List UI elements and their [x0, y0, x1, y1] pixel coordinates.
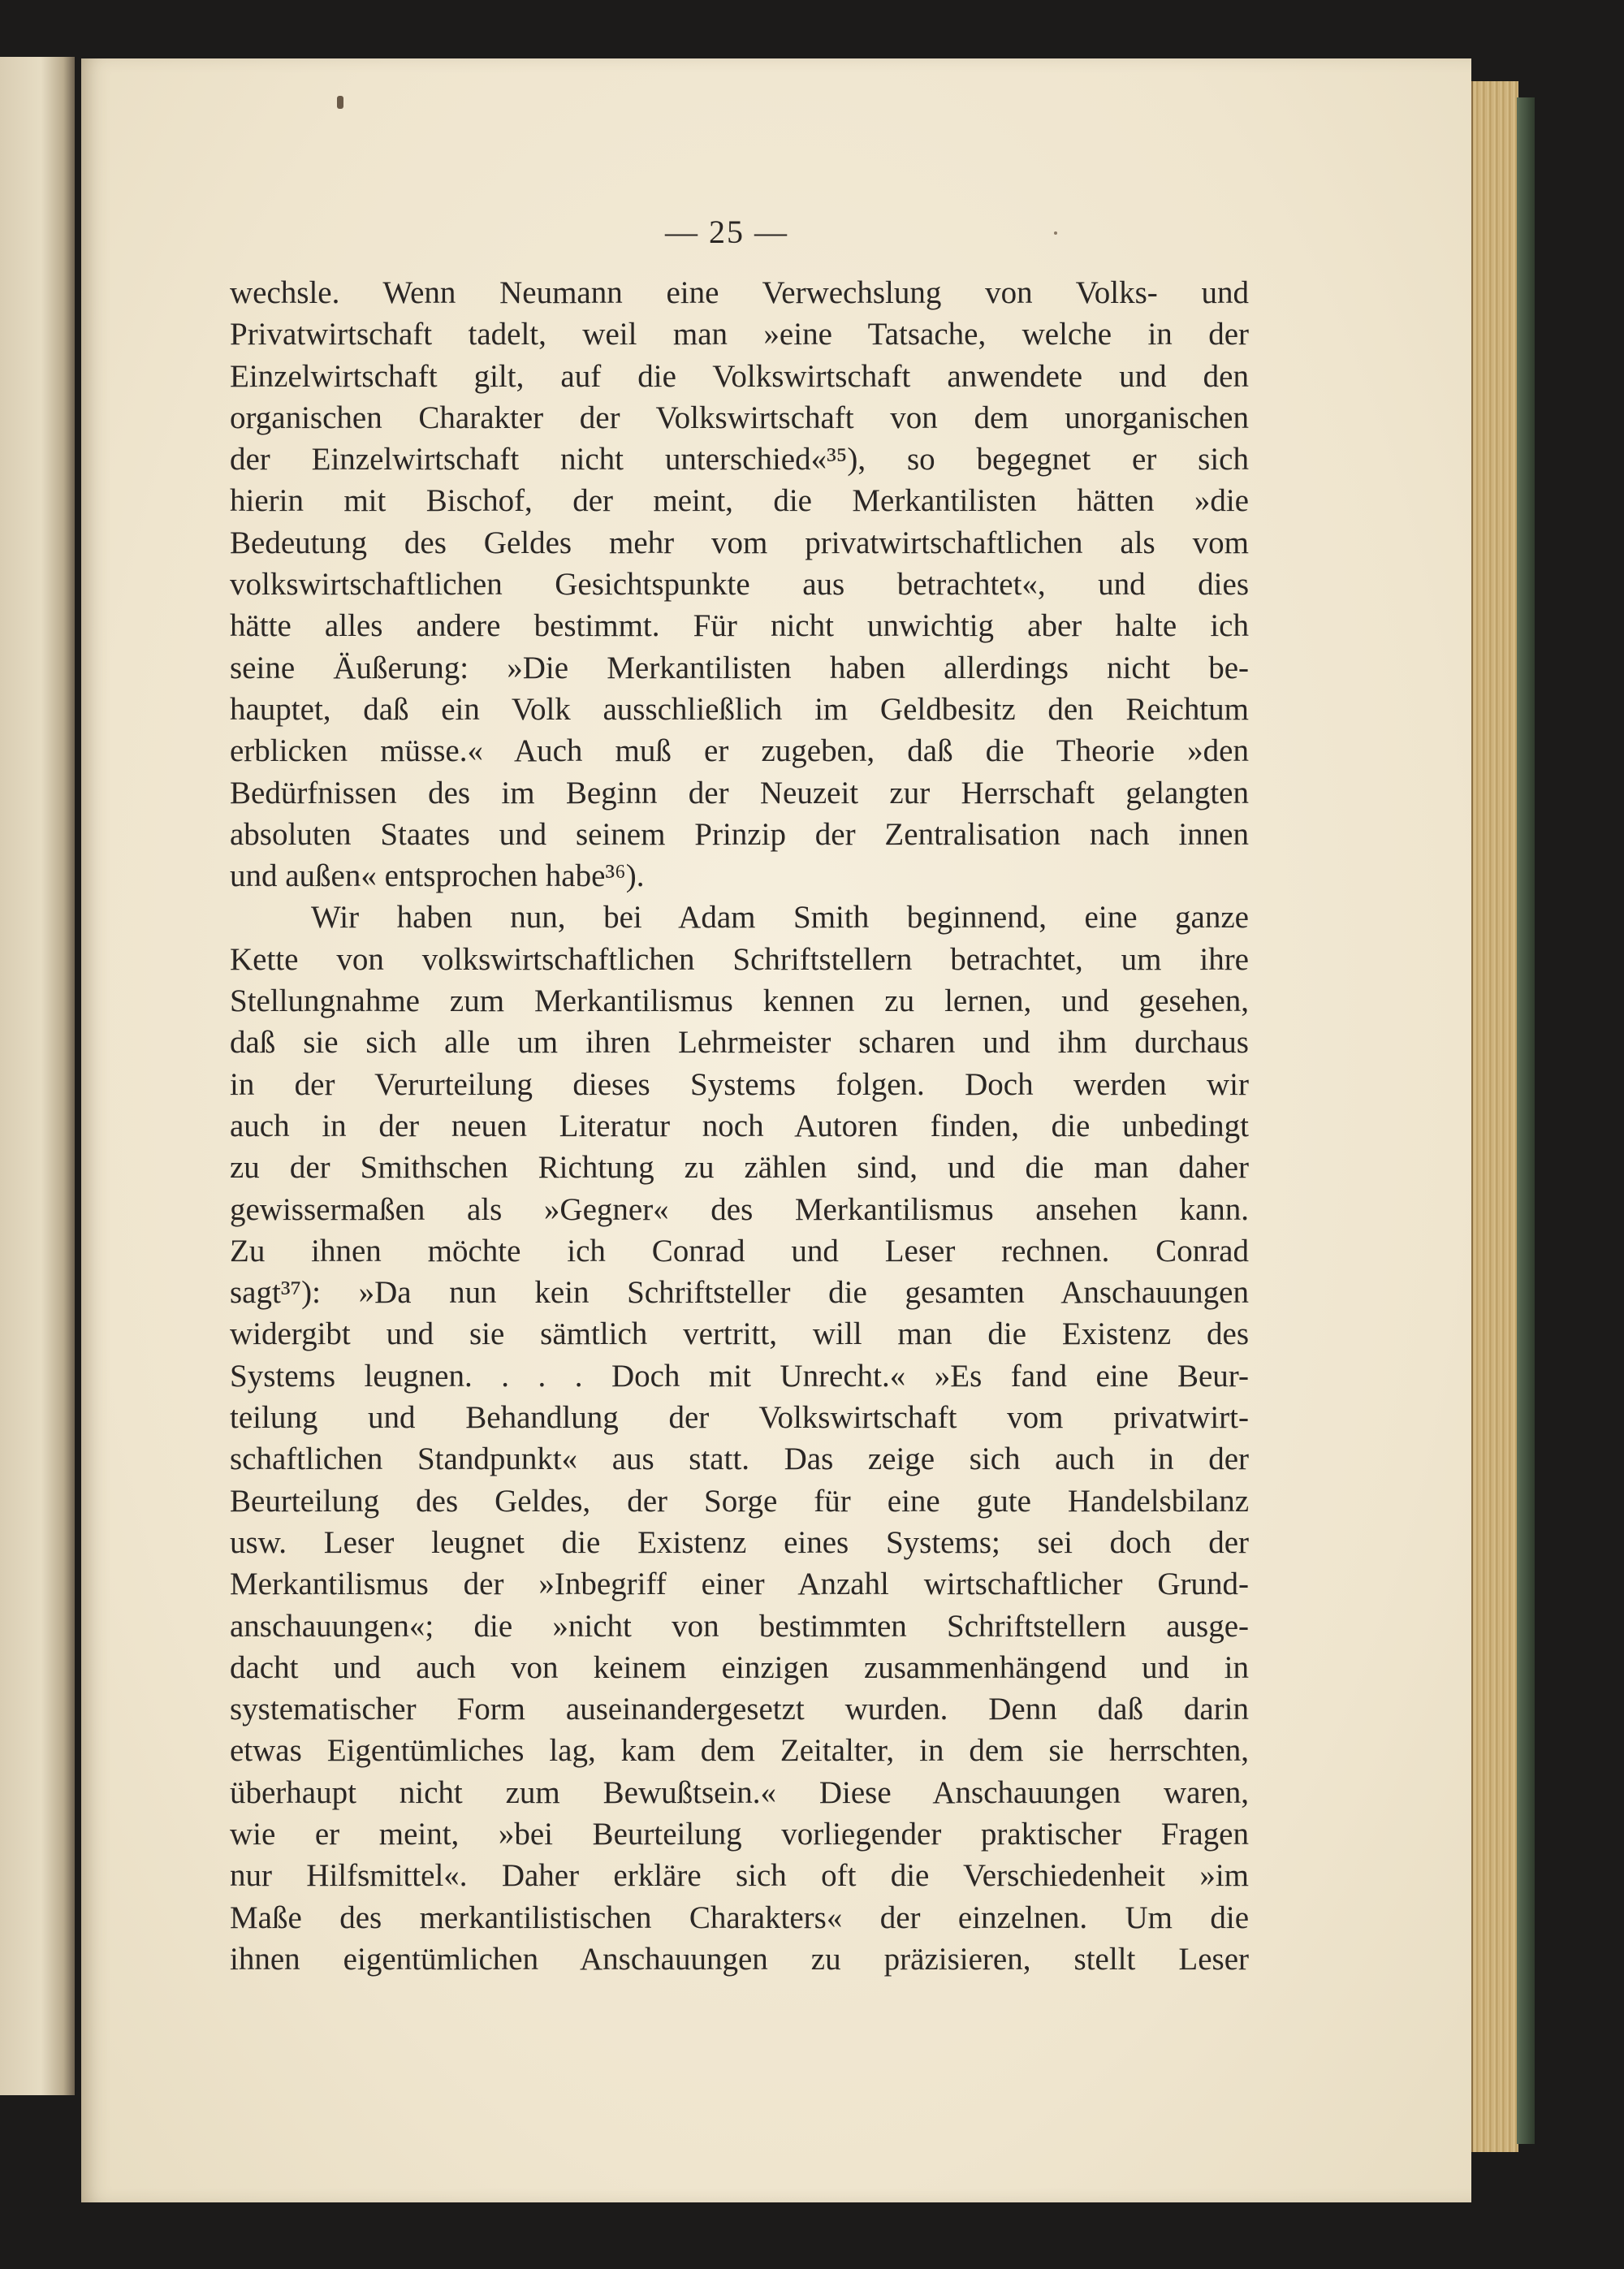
paragraph-start-line: Wir haben nun, bei Adam Smith beginnend, eine ganze	[311, 900, 1249, 936]
left-page-edge	[0, 57, 75, 2095]
text-line: volkswirtschaftlichen Gesichtspunkte aus betrachtet«, und dies	[230, 567, 1249, 603]
text-line: auch in der neuen Literatur noch Autoren finden, die unbedingt	[230, 1108, 1249, 1143]
text-line: Zu ihnen möchte ich Conrad und Leser rechnen. Conrad	[230, 1233, 1249, 1268]
text-line: hätte alles andere bestimmt. Für nicht unwichtig aber halte ich	[230, 608, 1249, 644]
text-line: wie er meint, »bei Beurteilung vorliegender praktischer Fragen	[230, 1816, 1249, 1852]
text-line: Merkantilismus der »Inbegriff einer Anzahl wirtschaftlicher Grund-	[230, 1567, 1249, 1602]
text-line: hierin mit Bischof, der meint, die Merkantilisten hätten »die	[230, 483, 1249, 519]
ink-mark	[337, 96, 343, 109]
text-line: Maße des merkantilistischen Charakters« der einzelnen. Um die	[230, 1899, 1249, 1935]
text-line: Beurteilung des Geldes, der Sorge für eine gute Handelsbilanz	[230, 1483, 1249, 1519]
text-line: gewissermaßen als »Gegner« des Merkantilismus ansehen kann.	[230, 1191, 1249, 1227]
text-line: nur Hilfsmittel«. Daher erkläre sich oft die Verschiedenheit »im	[230, 1858, 1249, 1894]
text-line: daß sie sich alle um ihren Lehrmeister scharen und ihm durchaus	[230, 1025, 1249, 1061]
text-line: sagt³⁷): »Da nun kein Schriftsteller die gesamten Anschauungen	[230, 1275, 1249, 1311]
text-line: Bedeutung des Geldes mehr vom privatwirtschaftlichen als vom	[230, 525, 1249, 560]
text-line: erblicken müsse.« Auch muß er zugeben, daß die Theorie »den	[230, 733, 1249, 769]
text-line: der Einzelwirtschaft nicht unterschied«³⁵), so begegnet er sich	[230, 442, 1249, 478]
paragraph-end-line: und außen« entsprochen habe³⁶).	[230, 858, 645, 894]
page-fore-edge	[1471, 81, 1518, 2152]
book-cover-edge	[1517, 97, 1535, 2144]
text-line: anschauungen«; die »nicht von bestimmten Schriftstellern ausge-	[230, 1608, 1249, 1644]
text-line: widergibt und sie sämtlich vertritt, will man die Existenz des	[230, 1316, 1249, 1352]
text-line: organischen Charakter der Volkswirtschaft von dem unorganischen	[230, 400, 1249, 435]
text-line: in der Verurteilung dieses Systems folgen. Doch werden wir	[230, 1066, 1249, 1102]
text-line: etwas Eigentümliches lag, kam dem Zeitalter, in dem sie herrschten,	[230, 1733, 1249, 1769]
text-line: schaftlichen Standpunkt« aus statt. Das zeige sich auch in der	[230, 1441, 1249, 1477]
text-line: Einzelwirtschaft gilt, auf die Volkswirtschaft anwendete und den	[230, 358, 1249, 394]
text-line: zu der Smithschen Richtung zu zählen sind, und die man daher	[230, 1150, 1249, 1186]
text-line: wechsle. Wenn Neumann eine Verwechslung von Volks- und	[230, 275, 1249, 310]
text-line: seine Äußerung: »Die Merkantilisten haben allerdings nicht be-	[230, 650, 1249, 685]
text-line: ihnen eigentümlichen Anschauungen zu präzisieren, stellt Leser	[230, 1941, 1249, 1977]
text-line: teilung und Behandlung der Volkswirtschaft vom privatwirt-	[230, 1400, 1249, 1436]
text-line: Kette von volkswirtschaftlichen Schriftstellern betrachtet, um ihre	[230, 941, 1249, 977]
text-line: absoluten Staates und seinem Prinzip der Zentralisation nach innen	[230, 816, 1249, 852]
text-line: überhaupt nicht zum Bewußtsein.« Diese Anschauungen waren,	[230, 1774, 1249, 1810]
text-line: Bedürfnissen des im Beginn der Neuzeit zur Herrschaft gelangten	[230, 775, 1249, 810]
text-line: Privatwirtschaft tadelt, weil man »eine Tatsache, welche in der	[230, 317, 1249, 352]
text-line: Stellungnahme zum Merkantilismus kennen zu lernen, und gesehen,	[230, 983, 1249, 1019]
paper-speck	[1054, 231, 1057, 235]
text-line: Systems leugnen. . . . Doch mit Unrecht.« »Es fand eine Beur-	[230, 1358, 1249, 1394]
text-line: systematischer Form auseinandergesetzt wurden. Denn daß darin	[230, 1692, 1249, 1727]
text-line: hauptet, daß ein Volk ausschließlich im Geldbesitz den Reichtum	[230, 691, 1249, 727]
text-line: dacht und auch von keinem einzigen zusammenhängend und in	[230, 1649, 1249, 1685]
page-number: — 25 —	[665, 214, 788, 250]
body-text	[230, 272, 1249, 1980]
text-line: usw. Leser leugnet die Existenz eines Systems; sei doch der	[230, 1524, 1249, 1560]
